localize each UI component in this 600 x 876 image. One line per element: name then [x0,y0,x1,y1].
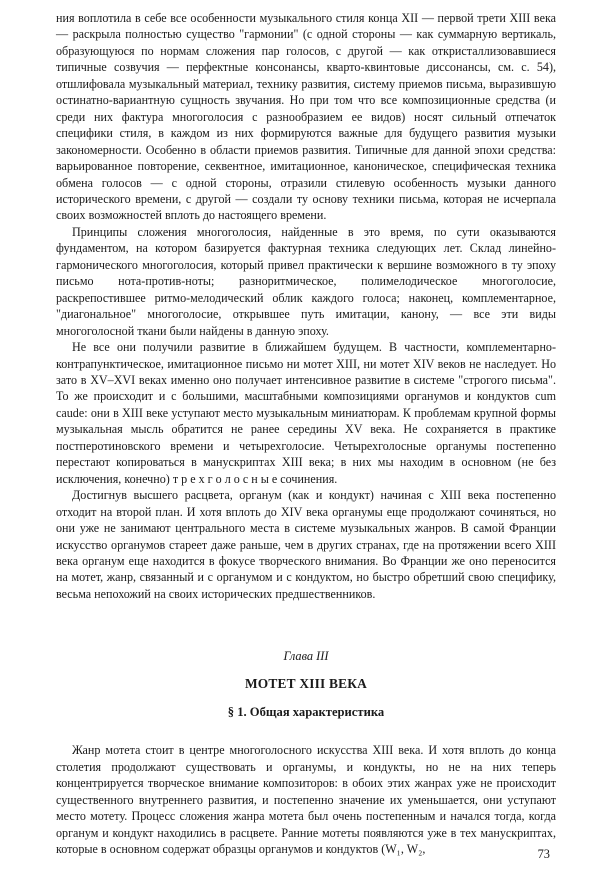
paragraph-1: ния воплотила в себе все особенности музыкального стиля конца XII — первой трети XIII века — раскрыла полностью существо "гармонии" (с одной стороны — как суммарную вертикаль, образующуюся по нормам сложения пар голосов, с другой — как откристаллизовавшиеся типичные созвучия — перфектные консонансы, кварто-квинтовые диссонансы, см. с. 54), отшлифовала музыкальный материал, технику развития, систему приемов письма, выразившую остинатно-вариантную сущность звучания. Но при том что все композиционные средства (и среди них фактура многоголосия с разнообразием ее видов) носят сильный отпечаток специфики стиля, в каждом из них формируются важные для будущего развития музыки закономерности. Особенно в области приемов развития. Типичные для данной эпохи средства: варьированное повторение, секвентное, имитационное, каноническое, специфическая техника обмена голосов — с одной стороны, отразили стилевую особенность музыки данного исторического времени, с другой — создали ту основу техники письма, которая не исчерпала своих возможностей вплоть до настоящего времени. [56,11,556,223]
paragraph-3: Не все они получили развитие в ближайшем будущем. В частности, комплементарно-контрапунктическое, имитационное письмо ни мотет XIII, ни мотет XIV веков не наследует. Но зато в XV–XVI веках именно оно получает интенсивное развитие в системе "строгого письма". То же происходит и с большими, масштабными композициями органумов и кондуктов cum caude: они в XIII веке уступают место музыкальным миниатюрам. К проблемам крупной формы музыкальная мысль обратится не ранее середины XV века. Не сохраняется в практике постперотиновского времени и четырехголосие. Четырехголосные органумы постепенно перестают копироваться в манускриптах XIII века; в них мы находим в основном (не без исключения, конечно) т р е х г о л о с н ы е сочинения. [56,340,556,486]
chapter-title: МОТЕТ XIII ВЕКА [244,676,368,692]
paragraph-final: Жанр мотета стоит в центре многоголосного искусства XIII века. И хотя вплоть до конца столетия продолжают существовать и органумы, и кондукты, но не на них теперь концентрируется творческое внимание композиторов: в обоих этих жанрах уже не происходит существенного внутреннего развития, и постепенно значение их уменьшается, они уступают место мотету. Процесс сложения жанра мотета был очень постепенным и начался тогда, когда органум и кондукт находились в расцвете. Ранние мотеты появляются уже в тех манускриптах, которые в основном содержат образцы органумов и кондуктов (W₁, W₂, [56,743,556,857]
section-heading: § 1. Общая характеристика [227,705,385,720]
chapter-label: Глава III [283,649,329,664]
page-body [56,10,556,857]
section-gap [56,602,556,648]
paragraph-4: Достигнув высшего расцвета, органум (как и кондукт) начиная с XIII века постепенно отходит на второй план. И хотя вплоть до XIV века органумы еще продолжают сочиняться, но они уже не занимают центрального места в системе музыкальных жанров. В самой Франции искусство органумов стареет даже раньше, чем в других странах, где на протяжении всего XIII века органум еще находится в фокусе творческого внимания. Во Франции же оно переносится на мотет, жанр, связанный и с органумом и с кондуктом, но быстро обретший свою специфику, весьма непохожий на своих исторических предшественников. [56,488,556,601]
paragraph-2: Принципы сложения многоголосия, найденные в это время, по сути оказываются фундаментом, на котором базируется фактурная техника следующих лет. Склад линейно-гармонического многоголосия, который привел практически к вершине возможного в ту эпоху письмо нота-против-ноты; разноритмическое, полимелодическое многоголосие, раскрепостившее ритмо-мелодический облик каждого голоса; наконец, комплементарное, "диагональное" многоголосие, открывшее путь имитации, канону, — все эти виды многоголосной ткани были найдены в данную эпоху. [56,224,556,338]
page-number: 73 [537,847,550,861]
